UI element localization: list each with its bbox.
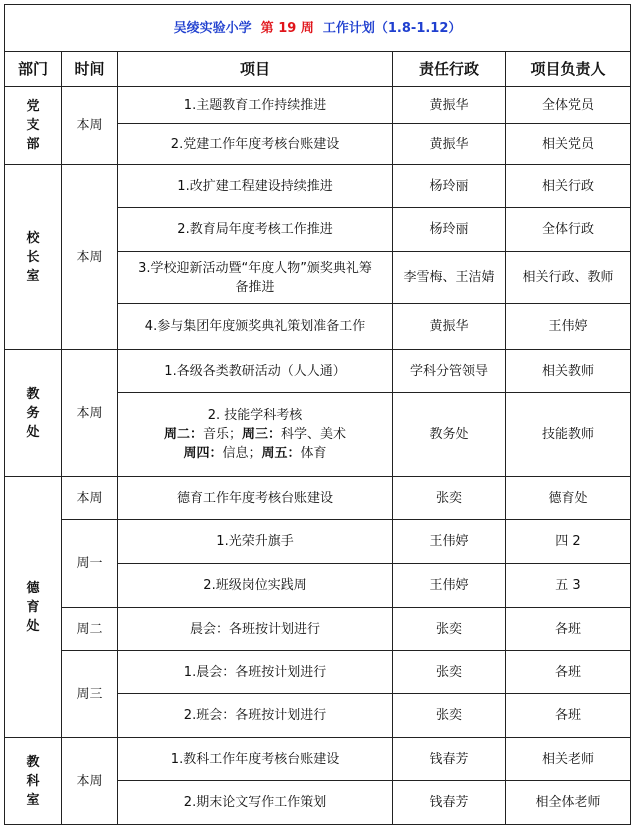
owner-cell: 各班 xyxy=(506,694,631,738)
time-cell: 本周 xyxy=(62,87,118,165)
table-row xyxy=(5,87,631,124)
dept-principal: 校 长 室 xyxy=(5,165,62,350)
time-cell: 周二 xyxy=(62,608,118,651)
item-cell: 1.教科工作年度考核台账建设 xyxy=(118,738,393,781)
item-cell: 3.学校迎新活动暨“年度人物”颁奖典礼筹 备推进 xyxy=(118,252,393,304)
item-cell: 2.班会：各班按计划进行 xyxy=(118,694,393,738)
work-plan-table xyxy=(4,4,631,825)
dept-moral: 德 育 处 xyxy=(5,477,62,738)
admin-cell: 杨玲丽 xyxy=(393,165,506,208)
item-cell: 2.期末论文写作工作策划 xyxy=(118,781,393,825)
owner-cell: 各班 xyxy=(506,608,631,651)
owner-cell: 相关行政 xyxy=(506,165,631,208)
header-dept: 部门 xyxy=(5,52,62,87)
admin-cell: 张奕 xyxy=(393,651,506,694)
admin-cell: 杨玲丽 xyxy=(393,208,506,252)
item-cell: 1.主题教育工作持续推进 xyxy=(118,87,393,124)
item-cell: 1.晨会：各班按计划进行 xyxy=(118,651,393,694)
title-plan: 工作计划（1.8-1.12） xyxy=(322,20,462,36)
owner-cell: 技能教师 xyxy=(506,393,631,477)
item-cell: 1.各级各类教研活动（人人通） xyxy=(118,350,393,393)
admin-cell: 钱春芳 xyxy=(393,738,506,781)
title-school: 吴绫实验小学 xyxy=(173,20,252,36)
header-item: 项目 xyxy=(118,52,393,87)
item-cell: 1.光荣升旗手 xyxy=(118,520,393,564)
dept-academic: 教 务 处 xyxy=(5,350,62,477)
owner-cell: 全体党员 xyxy=(506,87,631,124)
admin-cell: 黄振华 xyxy=(393,304,506,350)
header-owner: 项目负责人 xyxy=(506,52,631,87)
table-row xyxy=(5,520,631,564)
time-cell: 本周 xyxy=(62,165,118,350)
table-row xyxy=(5,350,631,393)
admin-cell: 教务处 xyxy=(393,393,506,477)
admin-cell: 张奕 xyxy=(393,608,506,651)
item-cell: 2.党建工作年度考核台账建设 xyxy=(118,124,393,165)
item-cell: 德育工作年度考核台账建设 xyxy=(118,477,393,520)
owner-cell: 相关老师 xyxy=(506,738,631,781)
header-time: 时间 xyxy=(62,52,118,87)
owner-cell: 王伟婷 xyxy=(506,304,631,350)
owner-cell: 四 2 xyxy=(506,520,631,564)
owner-cell: 五 3 xyxy=(506,564,631,608)
header-admin: 责任行政 xyxy=(393,52,506,87)
owner-cell: 德育处 xyxy=(506,477,631,520)
admin-cell: 钱春芳 xyxy=(393,781,506,825)
page-title xyxy=(5,5,631,52)
time-cell: 周三 xyxy=(62,651,118,738)
owner-cell: 相关行政、教师 xyxy=(506,252,631,304)
owner-cell: 各班 xyxy=(506,651,631,694)
admin-cell: 黄振华 xyxy=(393,124,506,165)
table-row xyxy=(5,651,631,694)
item-cell: 晨会：各班按计划进行 xyxy=(118,608,393,651)
admin-cell: 王伟婷 xyxy=(393,564,506,608)
item-cell: 2.班级岗位实践周 xyxy=(118,564,393,608)
admin-cell: 王伟婷 xyxy=(393,520,506,564)
item-cell: 4.参与集团年度颁奖典礼策划准备工作 xyxy=(118,304,393,350)
time-cell: 周一 xyxy=(62,520,118,608)
item-cell: 2.教育局年度考核工作推进 xyxy=(118,208,393,252)
admin-cell: 学科分管领导 xyxy=(393,350,506,393)
owner-cell: 相关党员 xyxy=(506,124,631,165)
title-week: 第 19 周 xyxy=(260,20,314,36)
time-cell: 本周 xyxy=(62,738,118,825)
dept-research: 教 科 室 xyxy=(5,738,62,825)
table-row xyxy=(5,477,631,520)
item-cell: 2. 技能学科考核 周二：音乐；周三：科学、美术 周四：信息；周五：体育 xyxy=(118,393,393,477)
table-row xyxy=(5,608,631,651)
admin-cell: 张奕 xyxy=(393,694,506,738)
owner-cell: 相关教师 xyxy=(506,350,631,393)
table-row xyxy=(5,738,631,781)
time-cell: 本周 xyxy=(62,350,118,477)
admin-cell: 李雪梅、王洁婧 xyxy=(393,252,506,304)
admin-cell: 张奕 xyxy=(393,477,506,520)
table-row xyxy=(5,165,631,208)
admin-cell: 黄振华 xyxy=(393,87,506,124)
owner-cell: 全体行政 xyxy=(506,208,631,252)
time-cell: 本周 xyxy=(62,477,118,520)
owner-cell: 相全体老师 xyxy=(506,781,631,825)
header-row xyxy=(5,52,631,87)
item-cell: 1.改扩建工程建设持续推进 xyxy=(118,165,393,208)
dept-party: 党 支 部 xyxy=(5,87,62,165)
